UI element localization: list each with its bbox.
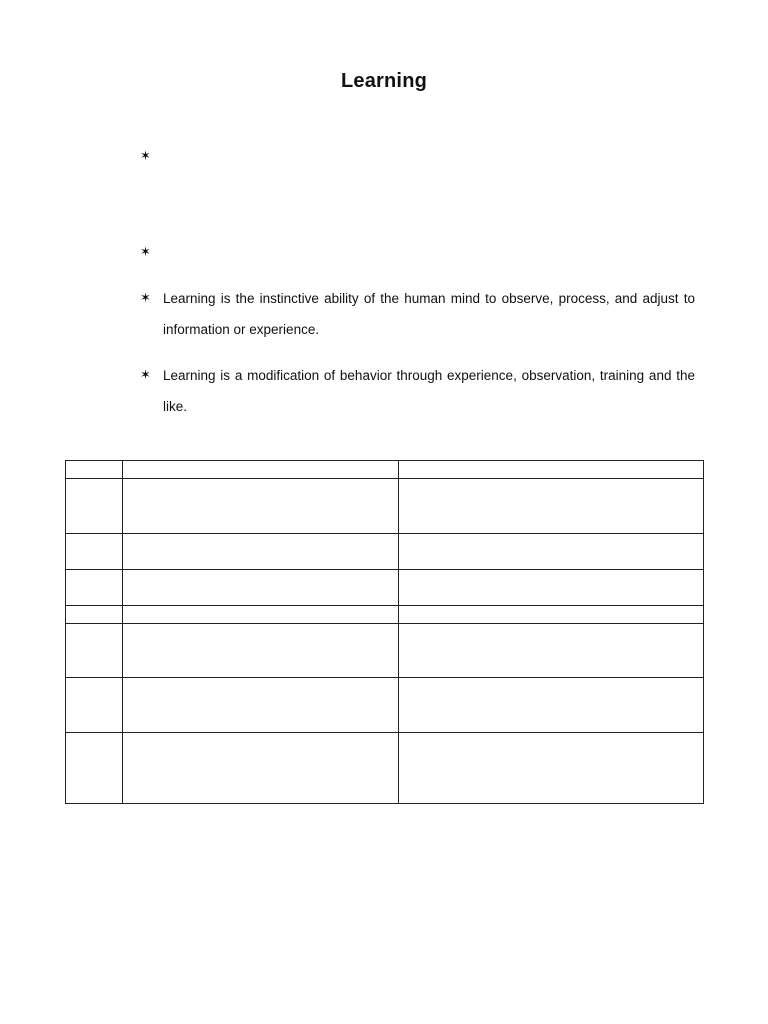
table-cell [399,624,704,678]
table-cell [122,479,399,534]
empty-table [65,460,704,804]
table-cell [399,479,704,534]
table-cell [66,624,123,678]
table-row [66,534,704,570]
table-cell [66,733,123,804]
bullet-text-definition-1: Learning is the instinctive ability of the human mind to observe, process, and adjust to information or experience. [163,291,695,337]
table-cell [399,461,704,479]
bullet-star-icon: ✶ [140,244,151,259]
table-cell [399,678,704,733]
table-cell [122,606,399,624]
table-cell [66,479,123,534]
table-cell [66,606,123,624]
bullet-star-icon: ✶ [140,148,151,163]
table-cell [66,570,123,606]
table-row [66,606,704,624]
table-cell [122,534,399,570]
table-cell [122,733,399,804]
table-cell [122,461,399,479]
bullet-text-definition-2: Learning is a modification of behavior through experience, observation, training and the like. [163,368,695,414]
table-row [66,461,704,479]
table-cell [399,570,704,606]
table-cell [399,733,704,804]
table-row [66,624,704,678]
table-cell [66,534,123,570]
table-cell [399,534,704,570]
table-row [66,479,704,534]
table-row [66,678,704,733]
table-cell [66,461,123,479]
table-cell [122,624,399,678]
table-cell [399,606,704,624]
bullet-star-icon: ✶ [140,367,151,382]
table-cell [66,678,123,733]
page-title: Learning [340,70,428,92]
table-row [66,733,704,804]
bullet-star-icon: ✶ [140,290,151,305]
table-cell [122,678,399,733]
table-row [66,570,704,606]
table-cell [122,570,399,606]
